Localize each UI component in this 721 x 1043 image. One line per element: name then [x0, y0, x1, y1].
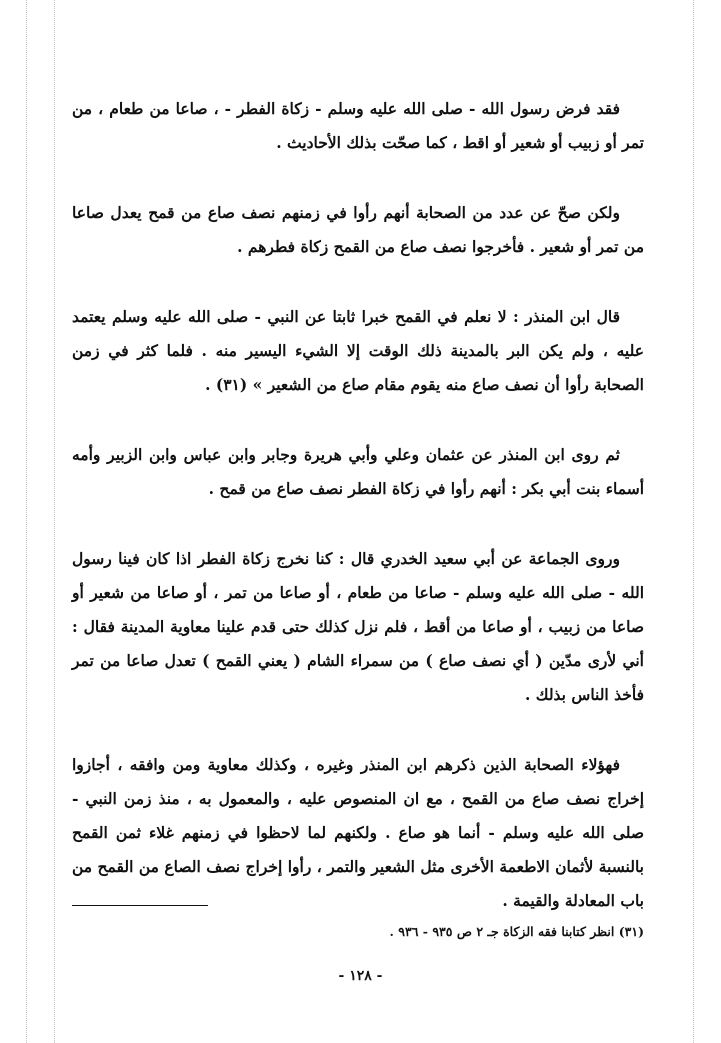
margin-guide-left-outer	[26, 0, 27, 1043]
paragraph-4: ثم روى ابن المنذر عن عثمان وعلي وأبي هريرة وجابر وابن عباس وابن الزبير وأمه أسماء بنت أبي بكر : أنهم رأوا في زكاة الفطر نصف صاع من قمح .	[72, 445, 644, 498]
footnote-rule	[72, 905, 208, 906]
paragraph-2: ولكن صحّ عن عدد من الصحابة أنهم رأوا في زمنهم نصف صاع من قمح يعدل صاعا من تمر أو شعير . فأخرجوا نصف صاع من القمح زكاة فطرهم .	[72, 203, 644, 256]
paragraph-3: قال ابن المنذر : لا نعلم في القمح خبرا ثابتا عن النبي - صلى الله عليه وسلم يعتمد عليه ، ولم يكن البر بالمدينة ذلك الوقت إلا الشيء اليسير منه . فلما كثر في زمن الصحابة رأوا أن نصف صاع منه يقوم مقام صاع من الشعير » (٣١) .	[72, 307, 644, 394]
paragraph-6: فهؤلاء الصحابة الذين ذكرهم ابن المنذر وغيره ، وكذلك معاوية ومن وافقه ، أجازوا إخراج نصف صاع من القمح ، مع ان المنصوص عليه ، والمعمول به ، منذ زمن النبي - صلى الله عليه وسلم - أنما هو صاع . ولكنهم لما لاحظوا في زمنهم غلاء ثمن القمح بالنسبة لأثمان الاطعمة الأخرى مثل الشعير والتمر ، رأوا إخراج نصف الصاع من القمح من باب المعادلة والقيمة .	[72, 755, 644, 910]
margin-guide-right	[693, 0, 694, 1043]
page-body	[72, 92, 644, 954]
footnote: (٣١) انظر كتابنا فقه الزكاة جـ ٢ ص ٩٣٥ - ٩٣٦ .	[389, 924, 644, 939]
margin-guide-left-inner	[54, 0, 55, 1043]
paragraph-5: وروى الجماعة عن أبي سعيد الخدري قال : كنا نخرج زكاة الفطر اذا كان فينا رسول الله - صلى الله عليه وسلم - صاعا من طعام ، أو صاعا من تمر ، أو صاعا من شعير أو صاعا من زبيب ، أو صاعا من أقط ، فلم نزل كذلك حتى قدم علينا معاوية المدينة فقال : أني لأرى مدّين ( أي نصف صاع ) من سمراء الشام ( يعني القمح ) تعدل صاعا من تمر فأخذ الناس بذلك .	[72, 549, 644, 704]
paragraph-1: فقد فرض رسول الله - صلى الله عليه وسلم - زكاة الفطر - ، صاعا من طعام ، من تمر أو زبيب أو شعير أو اقط ، كما صحّت بذلك الأحاديث .	[72, 99, 644, 152]
page-number: - ١٢٨ -	[338, 968, 383, 984]
